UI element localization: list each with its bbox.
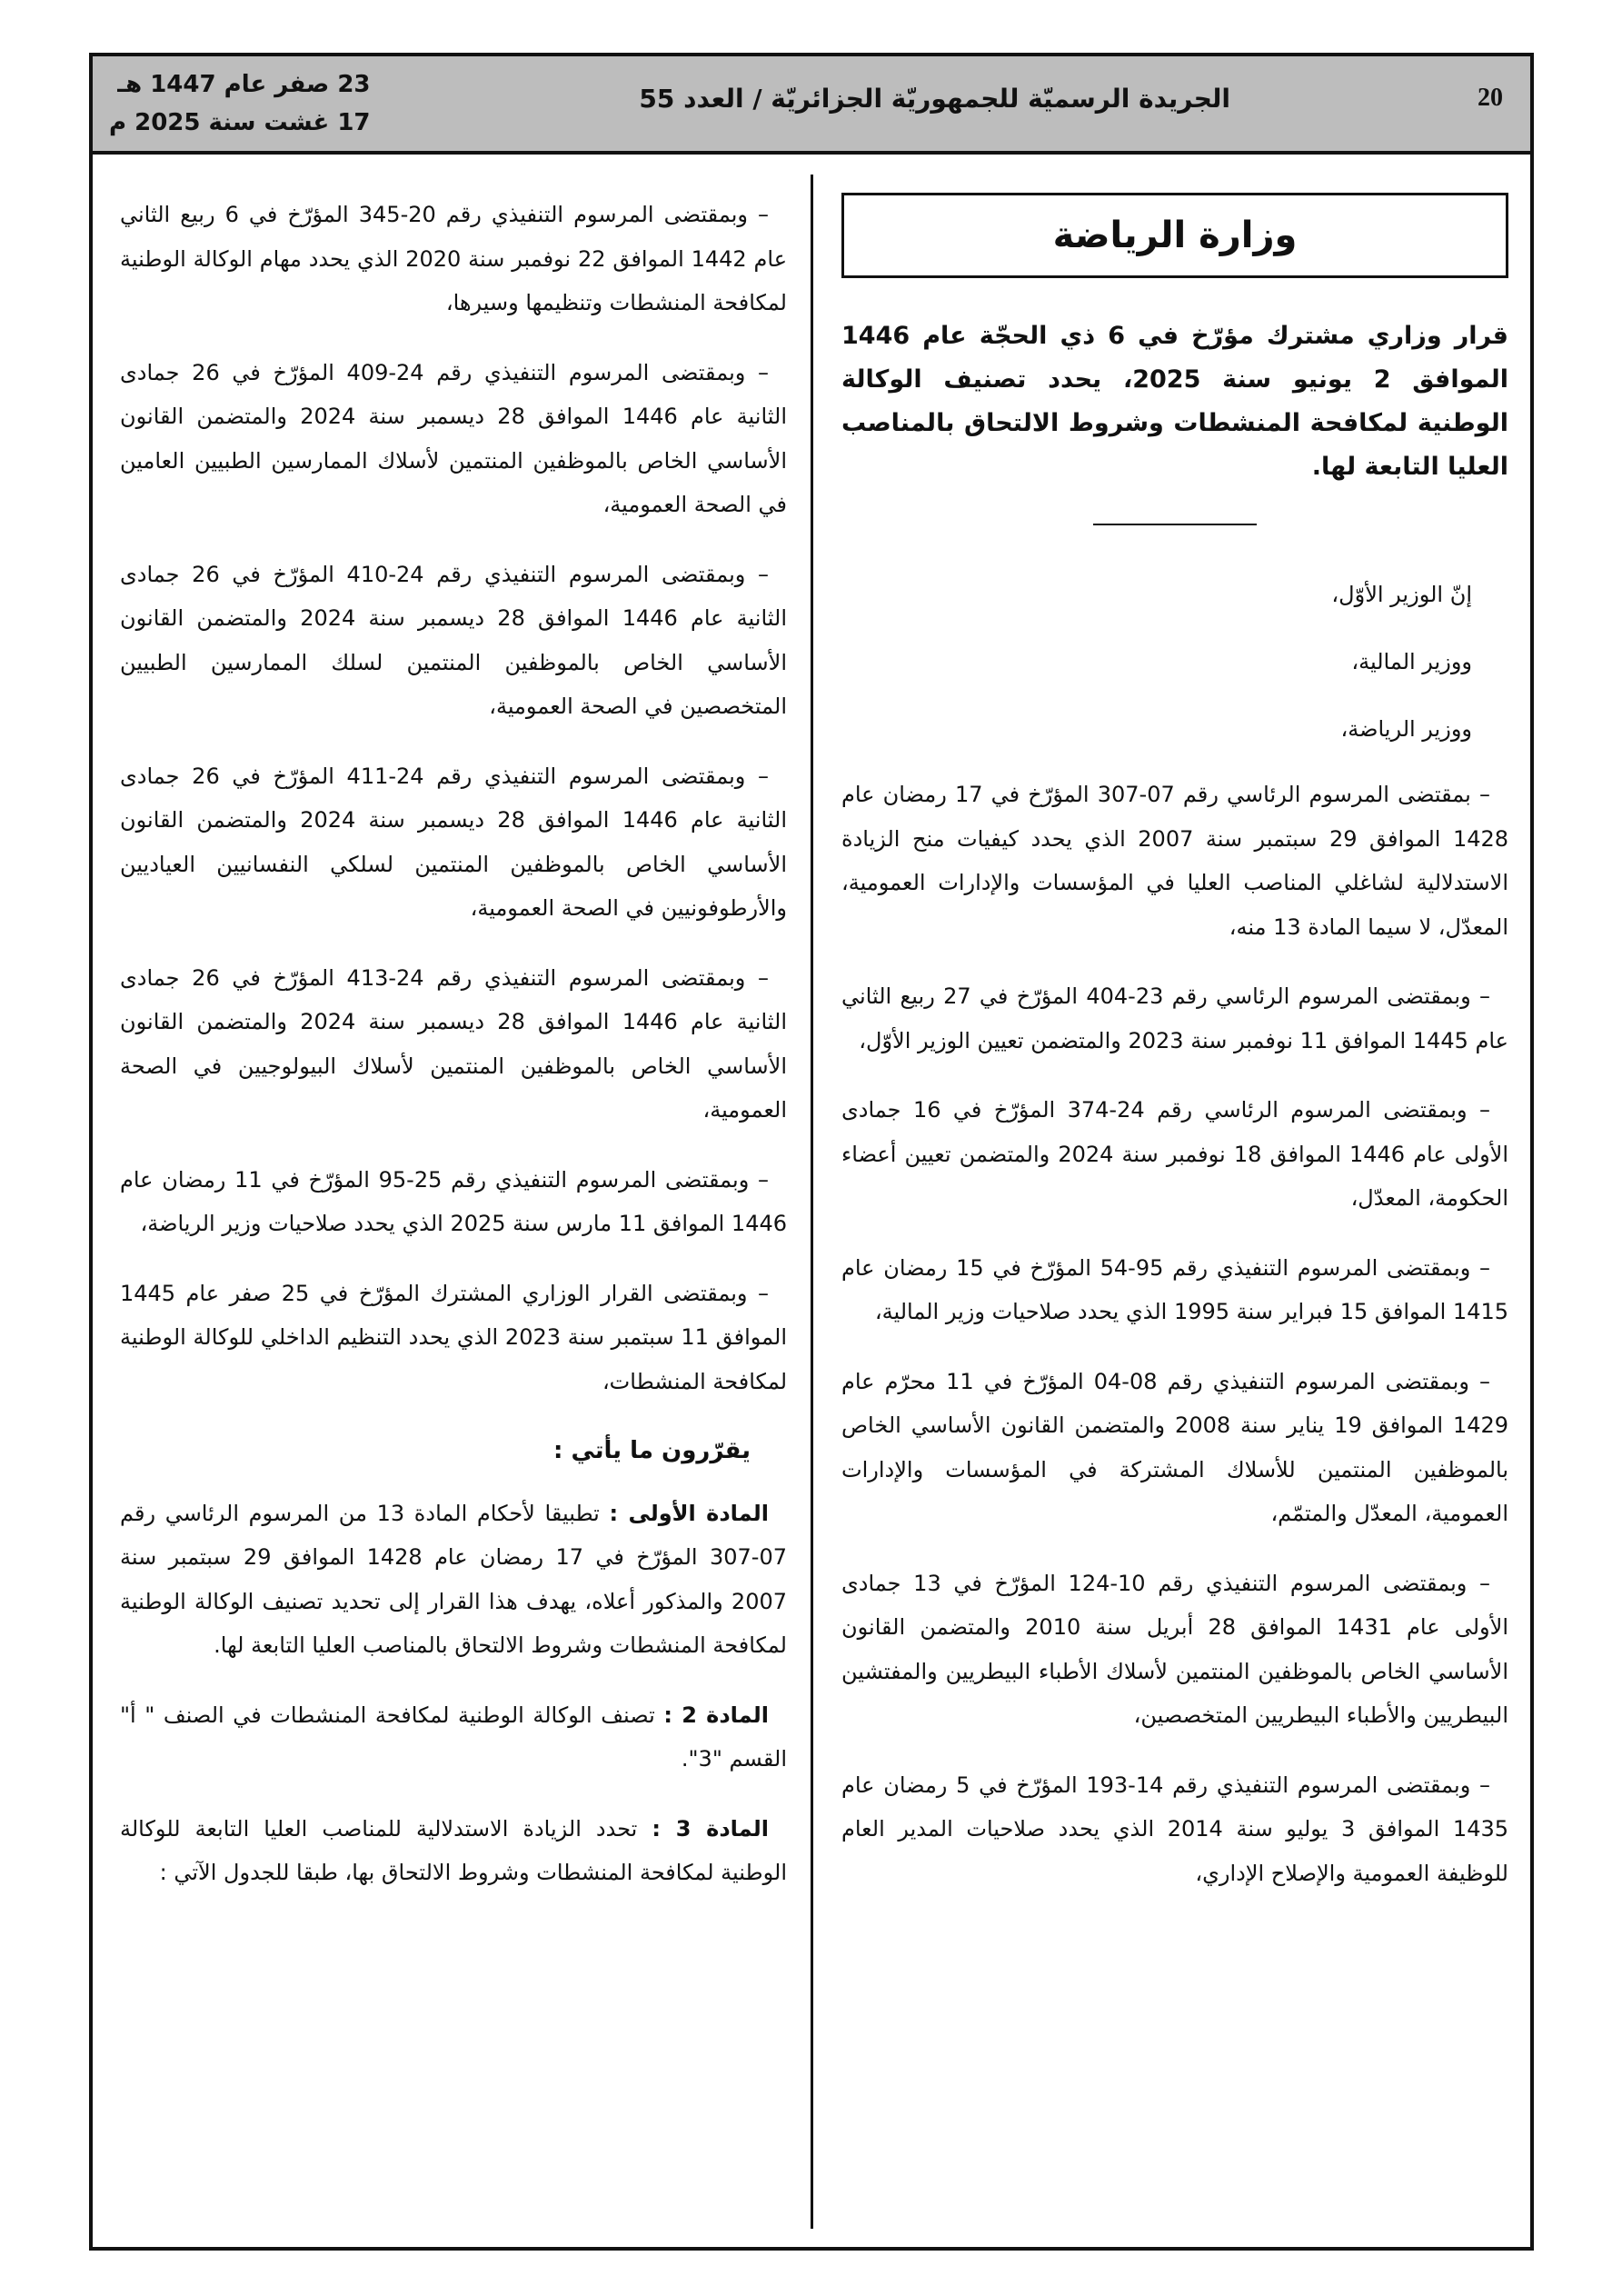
citation-paragraph: – وبمقتضى المرسوم التنفيذي رقم 14-193 المؤرّخ في 5 رمضان عام 1435 الموافق 3 يوليو سنة 2014 الذي يحدد صلاحيات المدير العام للوظيفة العمومية والإصلاح الإداري، [841, 1772, 1508, 1886]
article-label: المادة 2 : [663, 1702, 770, 1728]
issue-date [109, 65, 371, 142]
citation-paragraph: – وبمقتضى المرسوم التنفيذي رقم 24-413 المؤرّخ في 26 جمادى الثانية عام 1446 الموافق 28 ديسمبر سنة 2024 والمتضمن القانون الأساسي الخاص بالموظفين المنتمين لأسلاك البيولوجيين في الصحة العمومية، [120, 964, 788, 1123]
article-label: المادة الأولى : [609, 1500, 769, 1526]
article-3 [120, 1807, 787, 1895]
page-frame [89, 53, 1534, 2251]
article-1 [120, 1492, 787, 1668]
date-gregorian: 17 غشت سنة 2025 م [109, 109, 371, 136]
citation-paragraph: – وبمقتضى المرسوم التنفيذي رقم 20-345 المؤرّخ في 6 ربيع الثاني عام 1442 الموافق 22 نوفمبر سنة 2020 الذي يحدد مهام الوكالة الوطنية لمكافحة المنشطات وتنظيمها وسيرها، [120, 202, 788, 315]
citation-paragraph: – وبمقتضى المرسوم التنفيذي رقم 25-95 المؤرّخ في 11 رمضان عام 1446 الموافق 11 مارس سنة 2025 الذي يحدد صلاحيات وزير الرياضة، [120, 1166, 787, 1236]
citation-paragraph: – وبمقتضى المرسوم التنفيذي رقم 95-54 المؤرّخ في 15 رمضان عام 1415 الموافق 15 فبراير سنة 1995 الذي يحدد صلاحيات وزير المالية، [841, 1254, 1508, 1324]
article-label: المادة 3 : [652, 1815, 769, 1842]
page-header [93, 56, 1530, 155]
citation-paragraph: – وبمقتضى المرسوم التنفيذي رقم 24-411 المؤرّخ في 26 جمادى الثانية عام 1446 الموافق 28 ديسمبر سنة 2024 والمتضمن القانون الأساسي الخاص بالموظفين المنتمين لسلكي النفسانيين العياديين والأرطوفونيين في الصحة العمومية، [120, 763, 788, 921]
citation-paragraph: – بمقتضى المرسوم الرئاسي رقم 07-307 المؤرّخ في 17 رمضان عام 1428 الموافق 29 سبتمبر سنة 2007 الذي يحدد كيفيات منح الزيادة الاستدلالية لشاغلي المناصب العليا في المؤسسات والإدارات العمومية، المعدّل، لا سيما المادة 13 منه، [841, 782, 1509, 940]
minister-line: ووزير الرياضة، [1340, 716, 1472, 742]
minister-line: إنّ الوزير الأوّل، [1331, 582, 1472, 607]
article-text: تطبيقا لأحكام المادة 13 من المرسوم الرئاسي رقم 07-307 المؤرّخ في 17 رمضان عام 1428 الموافق 29 سبتمبر سنة 2007 والمذكور أعلاه، يهدف هذا القرار إلى تحديد تصنيف الوكالة الوطنية لمكافحة المنشطات وشروط الالتحاق بالمناصب العليا التابعة لها. [120, 1500, 787, 1658]
citation-paragraph: – وبمقتضى المرسوم التنفيذي رقم 24-409 المؤرّخ في 26 جمادى الثانية عام 1446 الموافق 28 ديسمبر سنة 2024 والمتضمن القانون الأساسي الخاص بالموظفين المنتمين لأسلاك الممارسين الطبيين العامين في الصحة العمومية، [120, 359, 788, 517]
page-number: 20 [1478, 84, 1503, 112]
citation-paragraph: – وبمقتضى المرسوم التنفيذي رقم 24-410 المؤرّخ في 26 جمادى الثانية عام 1446 الموافق 28 ديسمبر سنة 2024 والمتضمن القانون الأساسي الخاص بالموظفين المنتمين لسلك الممارسين الطبيين المتخصصين في الصحة العمومية، [120, 561, 788, 719]
gazette-title: الجريدة الرسميّة للجمهوريّة الجزائريّة / العدد 55 [639, 84, 1230, 114]
article-2 [120, 1693, 787, 1782]
citation-paragraph: – وبمقتضى المرسوم الرئاسي رقم 24-374 المؤرّخ في 16 جمادى الأولى عام 1446 الموافق 18 نوفمبر سنة 2024 والمتضمن تعيين أعضاء الحكومة، المعدّل، [841, 1097, 1509, 1211]
citation-paragraph: – وبمقتضى المرسوم الرئاسي رقم 23-404 المؤرّخ في 27 ربيع الثاني عام 1445 الموافق 11 نوفمبر سنة 2023 والمتضمن تعيين الوزير الأوّل، [841, 983, 1508, 1053]
right-column [841, 193, 1508, 1921]
article-text: تصنف الوكالة الوطنية لمكافحة المنشطات في الصنف " أ" القسم "3". [120, 1702, 787, 1772]
citation-paragraph: – وبمقتضى القرار الوزاري المشترك المؤرّخ في 25 صفر عام 1445 الموافق 11 سبتمبر سنة 2023 الذي يحدد التنظيم الداخلي للوكالة الوطنية لمكافحة المنشطات، [120, 1280, 787, 1394]
separator-rule [1093, 524, 1257, 525]
decision-title: قرار وزاري مشترك مؤرّخ في 6 ذي الحجّة عام 1446 الموافق 2 يونيو سنة 2025، يحدد تصنيف الوكالة الوطنية لمكافحة المنشطات وشروط الالتحاق بالمناصب العليا التابعة لها. [841, 322, 1508, 481]
column-divider [811, 175, 813, 2229]
minister-line: ووزير المالية، [1351, 649, 1472, 674]
resolve-heading: يقرّرون ما يأتي : [553, 1437, 751, 1464]
ministry-heading: وزارة الرياضة [841, 193, 1508, 278]
citation-paragraph: – وبمقتضى المرسوم التنفيذي رقم 08-04 المؤرّخ في 11 محرّم عام 1429 الموافق 19 يناير سنة 2008 والمتضمن القانون الأساسي الخاص بالموظفين المنتمين للأسلاك المشتركة في المؤسسات والإدارات العمومية، المعدّل والمتمّم، [841, 1368, 1509, 1526]
date-hijri: 23 صفر عام 1447 هـ [117, 71, 371, 98]
article-text: تحدد الزيادة الاستدلالية للمناصب العليا التابعة للوكالة الوطنية لمكافحة المنشطات وشروط الالتحاق بها، طبقا للجدول الآتي : [120, 1815, 787, 1885]
citation-paragraph: – وبمقتضى المرسوم التنفيذي رقم 10-124 المؤرّخ في 13 جمادى الأولى عام 1431 الموافق 28 أبريل سنة 2010 والمتضمن القانون الأساسي الخاص بالموظفين المنتمين لأسلاك الأطباء البيطريين والمفتشين البيطريين والأطباء البيطريين المتخصصين، [841, 1570, 1508, 1728]
left-column [120, 193, 787, 1921]
